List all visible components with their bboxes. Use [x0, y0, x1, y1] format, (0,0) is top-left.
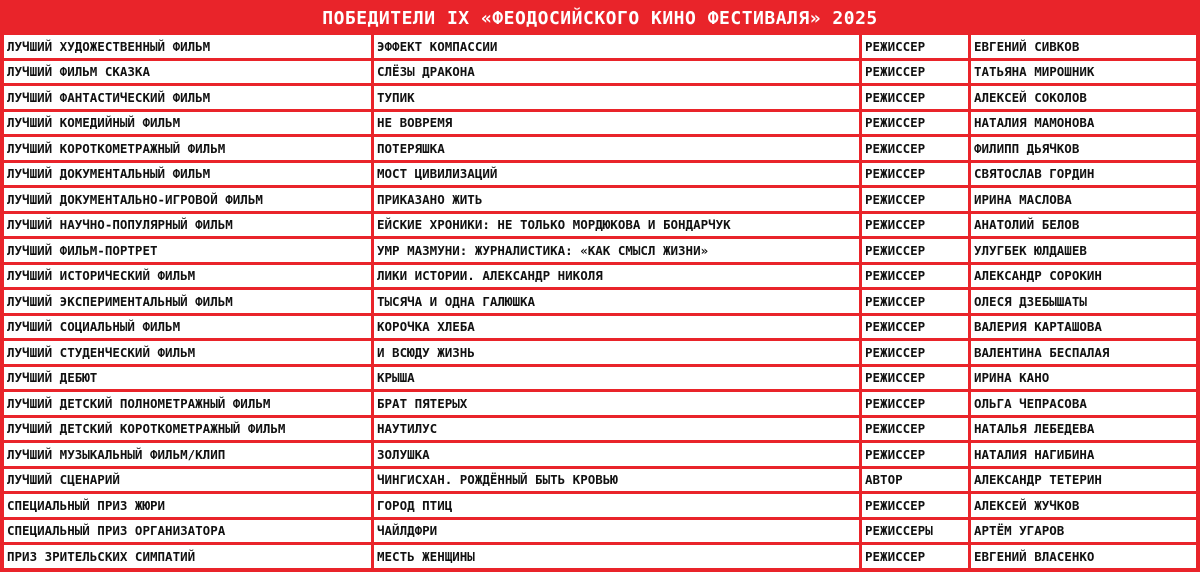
nomination-cell: ЛУЧШИЙ НАУЧНО-ПОПУЛЯРНЫЙ ФИЛЬМ — [4, 214, 371, 237]
table-row — [4, 367, 1196, 390]
table-row — [4, 188, 1196, 211]
role-cell: РЕЖИССЕР — [862, 494, 968, 517]
person-name-cell: ОЛЬГА ЧЕПРАСОВА — [971, 392, 1196, 415]
table-row — [4, 239, 1196, 262]
role-cell: РЕЖИССЕР — [862, 112, 968, 135]
film-title-cell: ТУПИК — [374, 86, 859, 109]
role-cell: РЕЖИССЕР — [862, 418, 968, 441]
film-title-cell: КРЫША — [374, 367, 859, 390]
person-name-cell: ВАЛЕРИЯ КАРТАШОВА — [971, 316, 1196, 339]
film-title-cell: ПОТЕРЯШКА — [374, 137, 859, 160]
role-cell: РЕЖИССЕР — [862, 545, 968, 568]
nomination-cell: ЛУЧШИЙ ФАНТАСТИЧЕСКИЙ ФИЛЬМ — [4, 86, 371, 109]
person-name-cell: СВЯТОСЛАВ ГОРДИН — [971, 163, 1196, 186]
table-row — [4, 163, 1196, 186]
person-name-cell: ОЛЕСЯ ДЗЕБЫШАТЫ — [971, 290, 1196, 313]
person-name-cell: ЕВГЕНИЙ СИВКОВ — [971, 35, 1196, 58]
role-cell: АВТОР — [862, 469, 968, 492]
nomination-cell: ЛУЧШИЙ МУЗЫКАЛЬНЫЙ ФИЛЬМ/КЛИП — [4, 443, 371, 466]
role-cell: РЕЖИССЕР — [862, 443, 968, 466]
nomination-cell: ЛУЧШИЙ КОРОТКОМЕТРАЖНЫЙ ФИЛЬМ — [4, 137, 371, 160]
film-title-cell: ТЫСЯЧА И ОДНА ГАЛЮШКА — [374, 290, 859, 313]
film-title-cell: ЛИКИ ИСТОРИИ. АЛЕКСАНДР НИКОЛЯ — [374, 265, 859, 288]
table-row — [4, 214, 1196, 237]
table-row — [4, 443, 1196, 466]
film-title-cell: ЧИНГИСХАН. РОЖДЁННЫЙ БЫТЬ КРОВЬЮ — [374, 469, 859, 492]
person-name-cell: АНАТОЛИЙ БЕЛОВ — [971, 214, 1196, 237]
person-name-cell: УЛУГБЕК ЮЛДАШЕВ — [971, 239, 1196, 262]
person-name-cell: ТАТЬЯНА МИРОШНИК — [971, 61, 1196, 84]
table-row — [4, 469, 1196, 492]
film-title-cell: НЕ ВОВРЕМЯ — [374, 112, 859, 135]
film-title-cell: ЭФФЕКТ КОМПАССИИ — [374, 35, 859, 58]
page-title: ПОБЕДИТЕЛИ IX «ФЕОДОСИЙСКОГО КИНО ФЕСТИВАЛЯ» 2025 — [322, 8, 878, 29]
nomination-cell: ЛУЧШИЙ ДЕТСКИЙ ПОЛНОМЕТРАЖНЫЙ ФИЛЬМ — [4, 392, 371, 415]
film-title-cell: ЧАЙЛДФРИ — [374, 520, 859, 543]
film-title-cell: ГОРОД ПТИЦ — [374, 494, 859, 517]
table-row — [4, 86, 1196, 109]
film-title-cell: МОСТ ЦИВИЛИЗАЦИЙ — [374, 163, 859, 186]
film-title-cell: ЗОЛУШКА — [374, 443, 859, 466]
nomination-cell: ЛУЧШИЙ КОМЕДИЙНЫЙ ФИЛЬМ — [4, 112, 371, 135]
table-row — [4, 137, 1196, 160]
nomination-cell: ЛУЧШИЙ ДОКУМЕНТАЛЬНЫЙ ФИЛЬМ — [4, 163, 371, 186]
role-cell: РЕЖИССЕР — [862, 35, 968, 58]
nomination-cell: СПЕЦИАЛЬНЫЙ ПРИЗ ЖЮРИ — [4, 494, 371, 517]
winners-table — [4, 35, 1196, 568]
person-name-cell: ЕВГЕНИЙ ВЛАСЕНКО — [971, 545, 1196, 568]
film-title-cell: СЛЁЗЫ ДРАКОНА — [374, 61, 859, 84]
table-row — [4, 494, 1196, 517]
nomination-cell: ЛУЧШИЙ СЦЕНАРИЙ — [4, 469, 371, 492]
role-cell: РЕЖИССЕР — [862, 392, 968, 415]
person-name-cell: НАТАЛИЯ МАМОНОВА — [971, 112, 1196, 135]
table-row — [4, 418, 1196, 441]
person-name-cell: АРТЁМ УГАРОВ — [971, 520, 1196, 543]
table-row — [4, 545, 1196, 568]
nomination-cell: ЛУЧШИЙ ДЕТСКИЙ КОРОТКОМЕТРАЖНЫЙ ФИЛЬМ — [4, 418, 371, 441]
film-title-cell: МЕСТЬ ЖЕНЩИНЫ — [374, 545, 859, 568]
film-title-cell: УМР МАЗМУНИ: ЖУРНАЛИСТИКА: «КАК СМЫСЛ ЖИЗНИ» — [374, 239, 859, 262]
nomination-cell: СПЕЦИАЛЬНЫЙ ПРИЗ ОРГАНИЗАТОРА — [4, 520, 371, 543]
role-cell: РЕЖИССЕРЫ — [862, 520, 968, 543]
nomination-cell: ЛУЧШИЙ ХУДОЖЕСТВЕННЫЙ ФИЛЬМ — [4, 35, 371, 58]
table-row — [4, 316, 1196, 339]
person-name-cell: ВАЛЕНТИНА БЕСПАЛАЯ — [971, 341, 1196, 364]
nomination-cell: ЛУЧШИЙ ФИЛЬМ-ПОРТРЕТ — [4, 239, 371, 262]
person-name-cell: НАТАЛЬЯ ЛЕБЕДЕВА — [971, 418, 1196, 441]
nomination-cell: ЛУЧШИЙ СОЦИАЛЬНЫЙ ФИЛЬМ — [4, 316, 371, 339]
table-row — [4, 265, 1196, 288]
nomination-cell: ЛУЧШИЙ ИСТОРИЧЕСКИЙ ФИЛЬМ — [4, 265, 371, 288]
table-row — [4, 341, 1196, 364]
film-title-cell: И ВСЮДУ ЖИЗНЬ — [374, 341, 859, 364]
nomination-cell: ЛУЧШИЙ ЭКСПЕРИМЕНТАЛЬНЫЙ ФИЛЬМ — [4, 290, 371, 313]
film-title-cell: ЕЙСКИЕ ХРОНИКИ: НЕ ТОЛЬКО МОРДЮКОВА И БОНДАРЧУК — [374, 214, 859, 237]
role-cell: РЕЖИССЕР — [862, 86, 968, 109]
role-cell: РЕЖИССЕР — [862, 61, 968, 84]
film-title-cell: ПРИКАЗАНО ЖИТЬ — [374, 188, 859, 211]
role-cell: РЕЖИССЕР — [862, 137, 968, 160]
person-name-cell: АЛЕКСЕЙ СОКОЛОВ — [971, 86, 1196, 109]
nomination-cell: ЛУЧШИЙ ДОКУМЕНТАЛЬНО-ИГРОВОЙ ФИЛЬМ — [4, 188, 371, 211]
role-cell: РЕЖИССЕР — [862, 265, 968, 288]
table-row — [4, 520, 1196, 543]
person-name-cell: НАТАЛИЯ НАГИБИНА — [971, 443, 1196, 466]
table-row — [4, 290, 1196, 313]
role-cell: РЕЖИССЕР — [862, 188, 968, 211]
role-cell: РЕЖИССЕР — [862, 316, 968, 339]
person-name-cell: АЛЕКСАНДР ТЕТЕРИН — [971, 469, 1196, 492]
film-title-cell: НАУТИЛУС — [374, 418, 859, 441]
role-cell: РЕЖИССЕР — [862, 341, 968, 364]
nomination-cell: ЛУЧШИЙ СТУДЕНЧЕСКИЙ ФИЛЬМ — [4, 341, 371, 364]
role-cell: РЕЖИССЕР — [862, 214, 968, 237]
film-title-cell: КОРОЧКА ХЛЕБА — [374, 316, 859, 339]
film-title-cell: БРАТ ПЯТЕРЫХ — [374, 392, 859, 415]
nomination-cell: ПРИЗ ЗРИТЕЛЬСКИХ СИМПАТИЙ — [4, 545, 371, 568]
person-name-cell: ФИЛИПП ДЬЯЧКОВ — [971, 137, 1196, 160]
nomination-cell: ЛУЧШИЙ ДЕБЮТ — [4, 367, 371, 390]
nomination-cell: ЛУЧШИЙ ФИЛЬМ СКАЗКА — [4, 61, 371, 84]
table-row — [4, 392, 1196, 415]
role-cell: РЕЖИССЕР — [862, 290, 968, 313]
role-cell: РЕЖИССЕР — [862, 163, 968, 186]
person-name-cell: АЛЕКСЕЙ ЖУЧКОВ — [971, 494, 1196, 517]
person-name-cell: ИРИНА МАСЛОВА — [971, 188, 1196, 211]
role-cell: РЕЖИССЕР — [862, 367, 968, 390]
table-row — [4, 61, 1196, 84]
person-name-cell: ИРИНА КАНО — [971, 367, 1196, 390]
role-cell: РЕЖИССЕР — [862, 239, 968, 262]
person-name-cell: АЛЕКСАНДР СОРОКИН — [971, 265, 1196, 288]
table-row — [4, 35, 1196, 58]
table-row — [4, 112, 1196, 135]
